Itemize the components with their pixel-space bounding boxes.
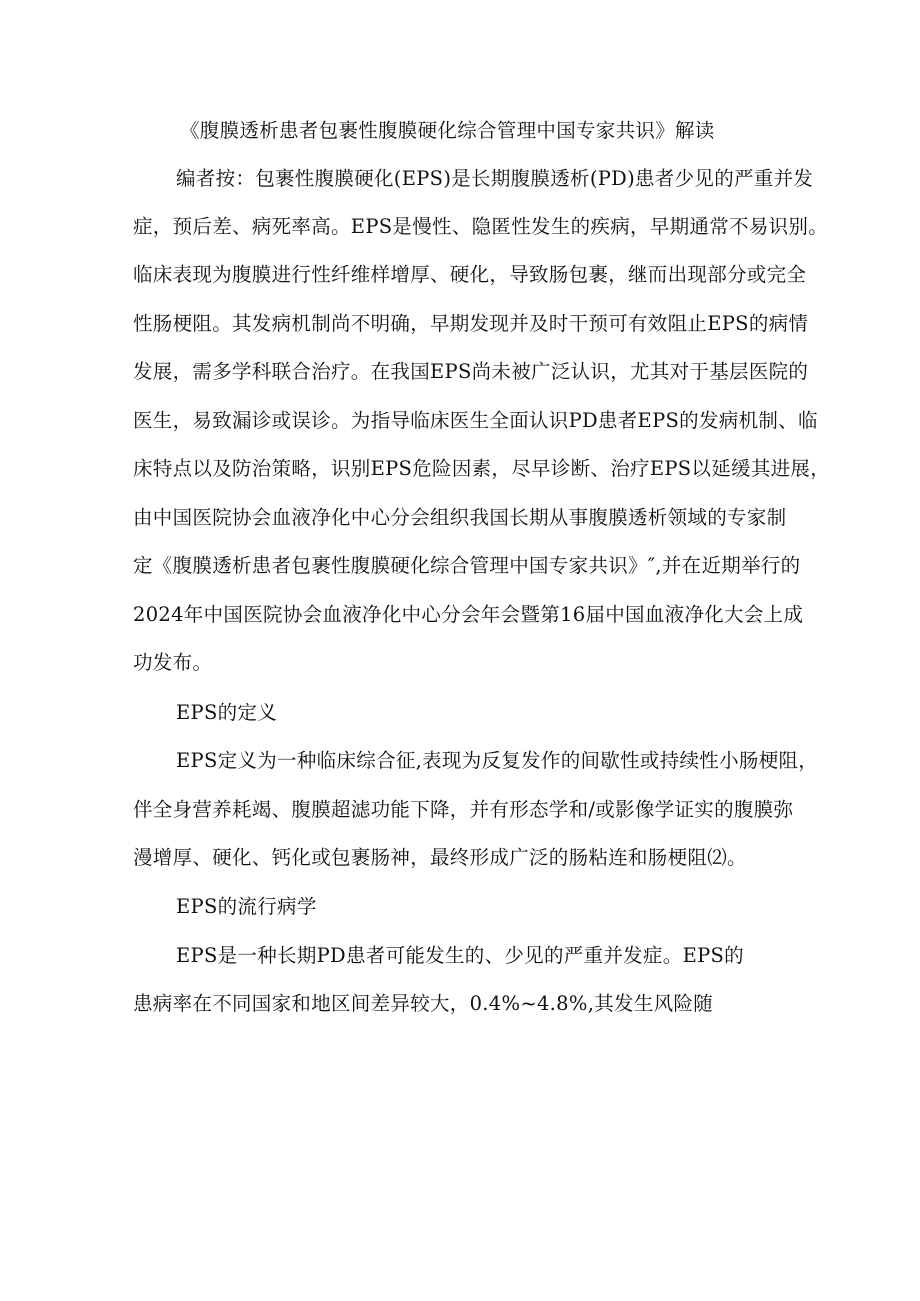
definition-line: EPS定义为一种临床综合征,表现为反复发作的间歇性或持续性小肠梗阻， xyxy=(176,749,819,772)
editor-note-line: 医生，易致漏诊或误诊。为指导临床医生全面认识PD患者EPS的发病机制、临 xyxy=(133,409,818,432)
editor-note-line: 定《腹膜透析患者包裹性腹膜硬化综合管理中国专家共识》″,并在近期举行的 xyxy=(133,554,801,577)
editor-note-line: 症，预后差、病死率高。EPS是慢性、隐匿性发生的疾病，早期通常不易识别。 xyxy=(133,215,829,238)
document-title: 《腹膜透析患者包裹性腹膜硬化综合管理中国专家共识》解读 xyxy=(180,119,715,142)
section-heading-epidemiology: EPS的流行病学 xyxy=(176,895,317,918)
editor-note-line: 编者按：包裹性腹膜硬化(EPS)是长期腹膜透析(PD)患者少见的严重并发 xyxy=(176,167,814,190)
definition-line: 伴全身营养耗竭、腹膜超滤功能下降，并有形态学和/或影像学证实的腹膜弥 xyxy=(133,798,794,821)
editor-note-line: 由中国医院协会血液净化中心分会组织我国长期从事腹膜透析领域的专家制 xyxy=(133,506,787,529)
epidemiology-line: 患病率在不同国家和地区间差异较大，0.4%~4.8%,其发生风险随 xyxy=(133,992,714,1015)
editor-note-line: 发展，需多学科联合治疗。在我国EPS尚未被广泛认识，尤其对于基层医院的 xyxy=(133,360,809,383)
editor-note-line: 性肠梗阻。其发病机制尚不明确，早期发现并及时干预可有效阻止EPS的病情 xyxy=(133,312,809,335)
editor-note-line: 临床表现为腹膜进行性纤维样增厚、硬化，导致肠包裹，继而出现部分或完全 xyxy=(133,263,807,286)
definition-line: 漫增厚、硬化、钙化或包裹肠神，最终形成广泛的肠粘连和肠梗阻⑵。 xyxy=(133,846,747,869)
editor-note-line: 2024年中国医院协会血液净化中心分会年会暨第16届中国血液净化大会上成 xyxy=(133,603,804,626)
editor-note-line: 功发布。 xyxy=(133,651,213,674)
section-heading-definition: EPS的定义 xyxy=(176,701,278,724)
epidemiology-line: EPS是一种长期PD患者可能发生的、少见的严重并发症。EPS的 xyxy=(176,944,744,967)
editor-note-line: 床特点以及防治策略，识别EPS危险因素，尽早诊断、治疗EPS以延缓其进展， xyxy=(133,457,831,480)
